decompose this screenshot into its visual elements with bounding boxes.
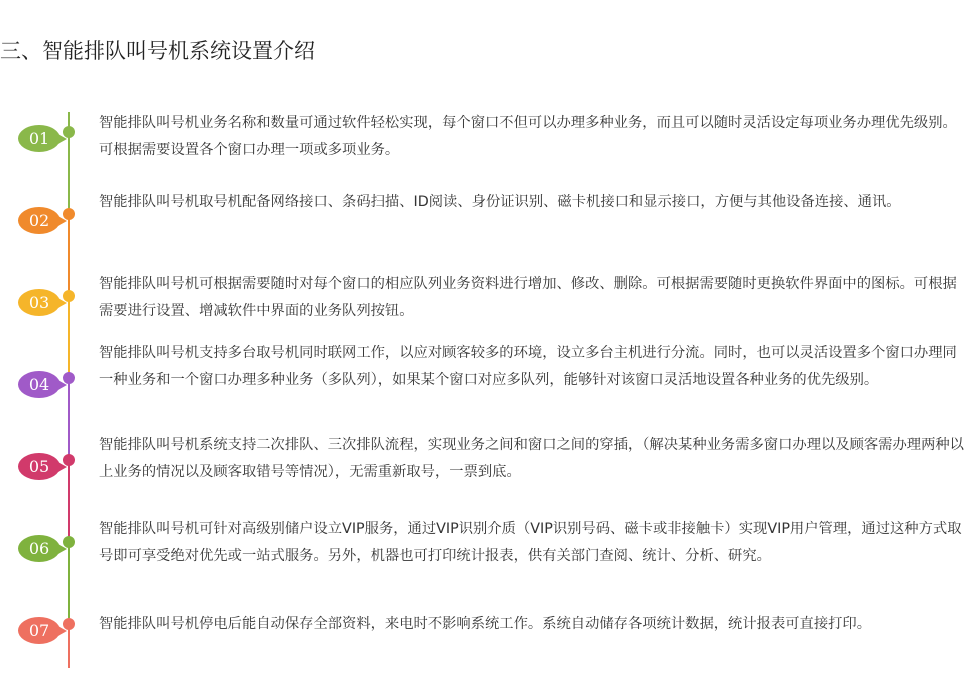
step-number-badge: 06 — [18, 535, 60, 562]
timeline-dot — [63, 126, 75, 138]
timeline-dot — [63, 536, 75, 548]
step-description: 智能排队叫号机支持多台取号机同时联网工作，以应对顾客较多的环境，设立多台主机进行分流。同时，也可以灵活设置多个窗口办理同一种业务和一个窗口办理多种业务（多队列），如果某个窗口对应多队列，能够针对该窗口灵活地设置各种业务的优先级别。 — [99, 345, 957, 388]
timeline-line-segment — [68, 536, 70, 618]
step-number-badge: 03 — [18, 289, 60, 316]
step-description: 智能排队叫号机取号机配备网络接口、条码扫描、ID阅读、身份证识别、磁卡机接口和显示接口，方便与其他设备连接、通讯。 — [99, 194, 901, 210]
timeline-dot — [63, 372, 75, 384]
page-title: 三、智能排队叫号机系统设置介绍 — [0, 39, 315, 63]
step-description: 智能排队叫号机系统支持二次排队、三次排队流程，实现业务之间和窗口之间的穿插，（解决某种业务需多窗口办理以及顾客需办理两种以上业务的情况以及顾客取错号等情况），无需重新取号，一票到底。 — [99, 437, 964, 480]
step-description: 智能排队叫号机可根据需要随时对每个窗口的相应队列业务资料进行增加、修改、删除。可根据需要随时更换软件界面中的图标。可根据需要进行设置、增减软件中界面的业务队列按钮。 — [99, 276, 957, 319]
step-number-badge: 07 — [18, 617, 60, 644]
timeline-line-segment — [68, 454, 70, 536]
step-number-badge: 01 — [18, 125, 60, 152]
step-number-badge: 02 — [18, 207, 60, 234]
timeline-dot — [63, 618, 75, 630]
timeline-line-segment — [68, 208, 70, 290]
step-description: 智能排队叫号机停电后能自动保存全部资料，来电时不影响系统工作。系统自动储存各项统计数据，统计报表可直接打印。 — [99, 616, 872, 632]
step-description: 智能排队叫号机业务名称和数量可通过软件轻松实现，每个窗口不但可以办理多种业务，而且可以随时灵活设定每项业务办理优先级别。可根据需要设置各个窗口办理一项或多项业务。 — [99, 115, 957, 158]
timeline-dot — [63, 290, 75, 302]
step-number-badge: 05 — [18, 453, 60, 480]
timeline-dot — [63, 208, 75, 220]
timeline-line-segment — [68, 290, 70, 372]
step-description: 智能排队叫号机可针对高级别储户设立VIP服务，通过VIP识别介质（VIP识别号码、磁卡或非接触卡）实现VIP用户管理，通过这种方式取号即可享受绝对优先或一站式服务。另外，机器也可打印统计报表，供有关部门查阅、统计、分析、研究。 — [99, 521, 962, 564]
timeline-line-segment — [68, 372, 70, 454]
timeline-dot — [63, 454, 75, 466]
step-number-badge: 04 — [18, 371, 60, 398]
